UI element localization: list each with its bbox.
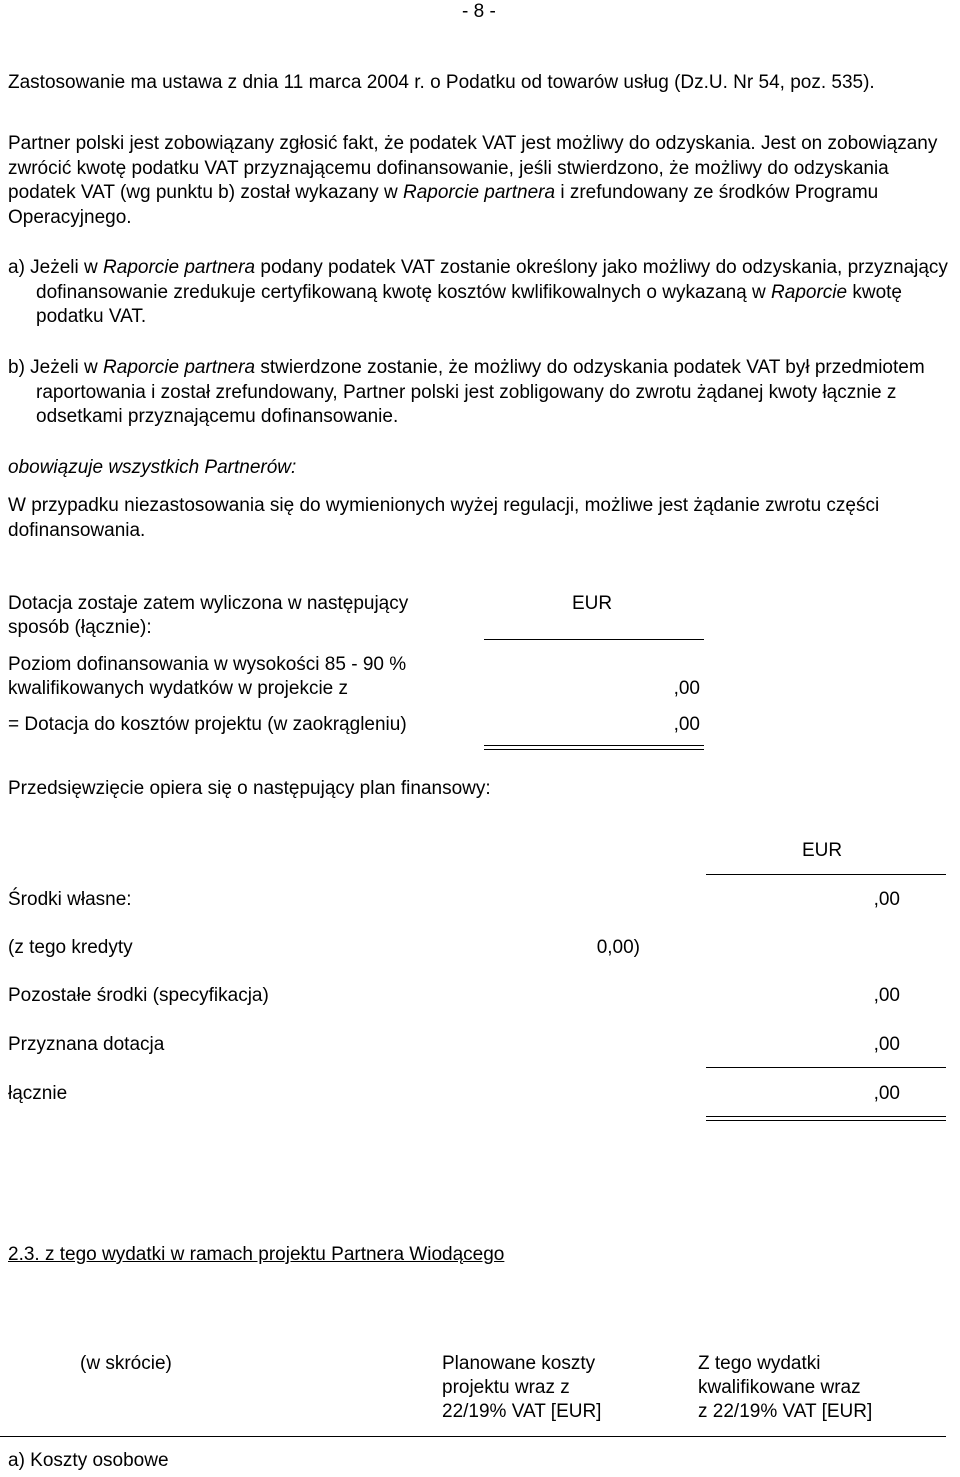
clause-b-text: b) Jeżeli w	[8, 357, 104, 378]
clause-a-text-3: kwotę podatku VAT.	[36, 281, 902, 327]
col-header-eligible-l3: z 22/19% VAT [EUR]	[698, 1401, 873, 1422]
grant-currency: EUR	[572, 593, 613, 614]
plan-other-value: ,00	[873, 985, 900, 1006]
clause-a-italic-1: Raporcie partnera	[103, 257, 256, 278]
clause-a-text-2: podany podatek VAT zostanie określony jako możliwy do odzyskania, przyznający dofinansowanie zredukuje certyfikowaną kwotę kosztów kwlifikowalnych o wykazaną w	[36, 257, 948, 303]
paragraph-vat-recovery	[8, 132, 954, 230]
plan-heading: Przedsięwzięcie opiera się o następujący plan finansowy:	[8, 778, 491, 799]
plan-total-value: ,00	[873, 1083, 900, 1104]
paragraph-legal-basis: Zastosowanie ma ustawa z dnia 11 marca 2004 r. o Podatku od towarów usług (Dz.U. Nr 54, poz. 535).	[8, 72, 875, 93]
paragraph-regulation: W przypadku niezastosowania się do wymienionych wyżej regulacji, możliwe jest żądanie zwrotu części dofinansowania.	[8, 495, 880, 541]
clause-b-text-2: stwierdzone zostanie, że możliwy do odzyskania podatek VAT był przedmiotem raportowania i został zrefundowany, Partner polski jest zobligowany do zwrotu żądanej kwoty łącznie z odsetkami przyznającemu dofinansowanie.	[36, 357, 925, 427]
plan-currency-rule	[706, 874, 946, 875]
clause-a-text: a) Jeżeli w	[8, 257, 104, 278]
plan-currency: EUR	[802, 840, 843, 861]
col-header-eligible-l1: Z tego wydatki	[698, 1353, 821, 1374]
clause-b	[8, 356, 954, 430]
grant-currency-rule	[484, 639, 704, 640]
col-header-planned-l3: 22/19% VAT [EUR]	[442, 1401, 602, 1422]
clause-a-italic-2: Raporcie	[771, 281, 848, 303]
plan-total-label: łącznie	[8, 1083, 68, 1104]
plan-sum-rule	[706, 1067, 946, 1068]
grant-total-label: = Dotacja do kosztów projektu (w zaokrągleniu)	[8, 714, 407, 735]
clause-a	[8, 256, 954, 330]
plan-total-double-rule	[706, 1116, 946, 1121]
page-number: - 8 -	[462, 1, 496, 22]
plan-credits-value: 0,00)	[596, 937, 640, 958]
col-header-eligible-l2: kwalifikowane wraz	[698, 1377, 861, 1398]
plan-credits-label: (z tego kredyty	[8, 937, 133, 958]
plan-other-label: Pozostałe środki (specyfikacja)	[8, 985, 269, 1006]
vat-text-end: i zrefundowany ze środków Programu Operacyjnego.	[8, 182, 879, 228]
grant-level-line2: kwalifikowanych wydatków w projekcie z	[8, 678, 349, 699]
col-header-planned-l2: projektu wraz z	[442, 1377, 570, 1398]
grant-intro-line2: sposób (łącznie):	[8, 617, 152, 638]
plan-grant-label: Przyznana dotacja	[8, 1034, 165, 1055]
section-title: 2.3. z tego wydatki w ramach projektu Partnera Wiodącego	[8, 1244, 505, 1265]
table-row-personnel: a) Koszty osobowe	[8, 1450, 169, 1471]
plan-own-value: ,00	[873, 889, 900, 910]
table-header-rule	[0, 1436, 946, 1437]
vat-text: Partner polski jest zobowiązany zgłosić fakt, że podatek VAT jest możliwy do odzyskania. Jest on zobowiązany zwrócić kwotę podatku VAT przyznającemu dofinansowanie, jeśli stwierdzono, że możliwy do odzyskania podatek VAT (wg punktu b) został wykazany w	[8, 133, 938, 203]
col-header-planned-l1: Planowane koszty	[442, 1353, 596, 1374]
clause-b-italic: Raporcie partnera	[103, 357, 256, 378]
grant-total-value: ,00	[673, 714, 700, 735]
grant-level-line1: Poziom dofinansowania w wysokości 85 - 90 %	[8, 654, 407, 675]
plan-grant-value: ,00	[873, 1034, 900, 1055]
vat-italic: Raporcie partnera	[402, 182, 556, 203]
grant-total-double-rule	[484, 745, 704, 750]
col-header-summary: (w skrócie)	[80, 1353, 172, 1374]
all-partners-heading	[8, 456, 296, 480]
plan-own-label: Środki własne:	[8, 889, 132, 910]
all-partners-text: obowiązuje wszystkich Partnerów:	[8, 457, 297, 478]
grant-level-value: ,00	[673, 678, 700, 699]
grant-intro-line1: Dotacja zostaje zatem wyliczona w następujący	[8, 593, 409, 614]
